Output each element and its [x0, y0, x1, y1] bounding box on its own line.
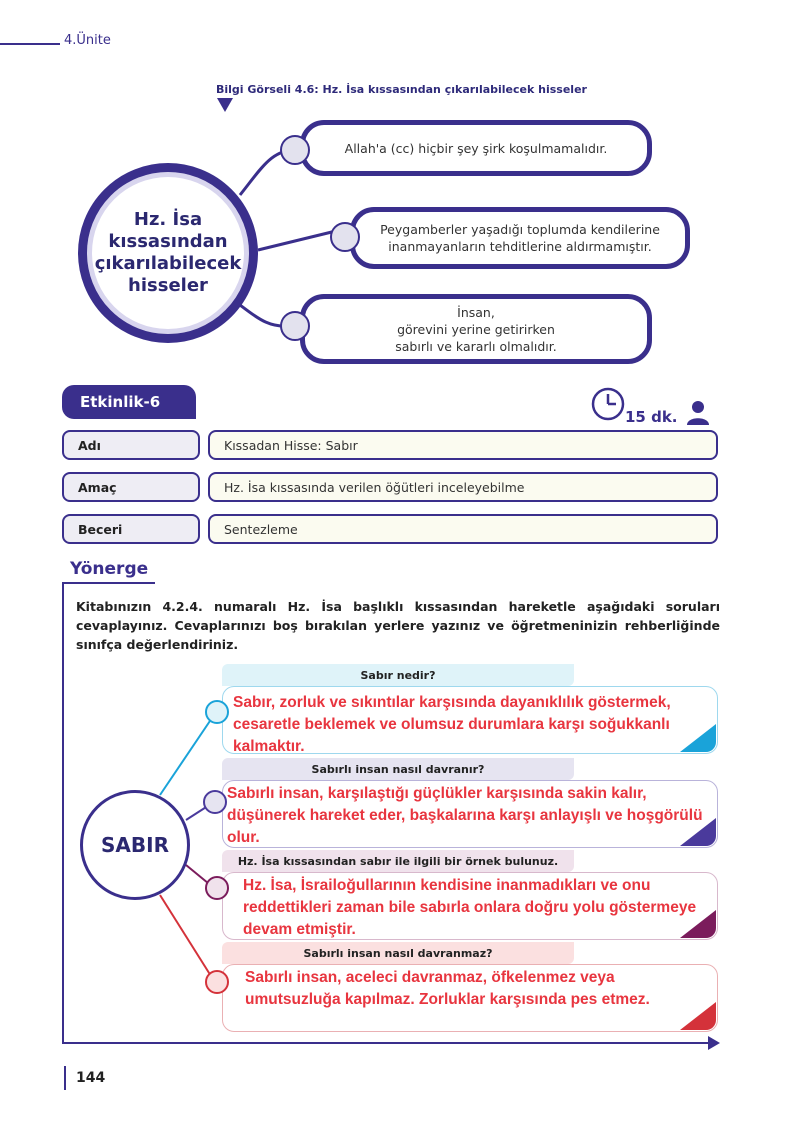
row-label-text: Amaç: [78, 479, 117, 495]
question-tab-1: [222, 664, 574, 686]
question-text: Hz. İsa kıssasından sabır ile ilgili bir örnek bulunuz.: [237, 854, 559, 868]
row-value-text: Sentezleme: [224, 521, 298, 537]
answer-text: Sabırlı insan, aceleci davranmaz, öfkelenmez veya umutsuzluğa kapılmaz. Zorluklar karşısında pes etmez.: [245, 969, 650, 1008]
unit-label: 4.Ünite: [64, 33, 111, 48]
row-label-text: Adı: [78, 437, 101, 453]
answer-box-2[interactable]: [222, 780, 718, 848]
instruction-heading: Yönerge: [70, 559, 149, 579]
row-value-text: Kıssadan Hisse: Sabır: [224, 437, 358, 453]
answer-box-4[interactable]: [222, 964, 718, 1032]
page-number: 144: [76, 1070, 106, 1086]
row-value-beceri: [208, 514, 718, 544]
row-label-beceri: [62, 514, 200, 544]
arrow-right-icon: [708, 1036, 722, 1050]
duration-label: 15 dk.: [625, 408, 678, 426]
question-text: Sabırlı insan nasıl davranır?: [311, 762, 485, 776]
page-number-rule: [64, 1066, 66, 1090]
sabir-dot-2: [203, 790, 227, 814]
hisse-item-1: [300, 120, 652, 176]
sabir-dot-4: [205, 970, 229, 994]
sabir-center-text: SABIR: [101, 833, 169, 857]
question-text: Sabır nedir?: [360, 668, 436, 682]
hisse-item-text: İnsan, görevini yerine getirirken sabırlı ve kararlı olmalıdır.: [395, 304, 557, 354]
answer-box-1[interactable]: [222, 686, 718, 754]
frame-bottom-rule: [62, 1042, 712, 1044]
instruction-text: Kitabınızın 4.2.4. numaralı Hz. İsa başlıklı kıssasından hareketle aşağıdaki soruları cevaplayınız. Cevaplarınızı boş bırakılan yerlere yazınız ve öğretmeninizin rehberliğinde sınıfça değerlendiriniz.: [76, 599, 720, 652]
sabir-dot-3: [205, 876, 229, 900]
row-value-text: Hz. İsa kıssasında verilen öğütleri inceleyebilme: [224, 479, 525, 495]
activity-title-text: Etkinlik-6: [80, 393, 161, 411]
row-label-amac: [62, 472, 200, 502]
question-tab-3: [222, 850, 574, 872]
answer-text: Hz. İsa, İsrailoğullarının kendisine inanmadıkları ve onu reddettikleri zaman bile sabırla onlara doğru yolu göstermeye devam etmiştir.: [243, 877, 697, 938]
question-tab-2: [222, 758, 574, 780]
row-label-text: Beceri: [78, 521, 123, 537]
question-tab-4: [222, 942, 574, 964]
question-text: Sabırlı insan nasıl davranmaz?: [303, 946, 493, 960]
hisse-dot-2: [330, 222, 360, 252]
answer-box-3[interactable]: [222, 872, 718, 940]
hisse-item-3: [300, 294, 652, 364]
row-label-adi: [62, 430, 200, 460]
instruction-rule: [62, 582, 155, 584]
figure-center-circle: [78, 163, 258, 343]
row-value-adi: [208, 430, 718, 460]
hisse-dot-3: [280, 311, 310, 341]
clock-icon: [590, 386, 626, 422]
hisse-item-text: Allah'a (cc) hiçbir şey şirk koşulmamalıdır.: [344, 140, 608, 156]
hisse-item-text: Peygamberler yaşadığı toplumda kendilerine inanmayanların tehditlerine aldırmamıştır.: [380, 222, 660, 254]
answer-text: Sabırlı insan, karşılaştığı güçlükler karşısında sakin kalır, düşünerek hareket eder, başkalarına karşı anlayışlı ve hoşgörülü olur.: [227, 785, 703, 846]
sabir-dot-1: [205, 700, 229, 724]
person-icon: [686, 400, 710, 426]
answer-text: Sabır, zorluk ve sıkıntılar karşısında dayanıklılık göstermek, cesaretle beklemek ve olumsuz durumlara karşı soğukkanlı kalmaktır.: [233, 694, 671, 754]
hisse-dot-1: [280, 135, 310, 165]
activity-title: [62, 385, 196, 419]
sabir-center-circle: [80, 790, 190, 900]
figure-caption: Bilgi Görseli 4.6: Hz. İsa kıssasından çıkarılabilecek hisseler: [216, 83, 587, 96]
row-value-amac: [208, 472, 718, 502]
hisse-item-2: [350, 207, 690, 269]
figure-center-title: Hz. İsa kıssasından çıkarılabilecek hisseler: [94, 209, 242, 296]
